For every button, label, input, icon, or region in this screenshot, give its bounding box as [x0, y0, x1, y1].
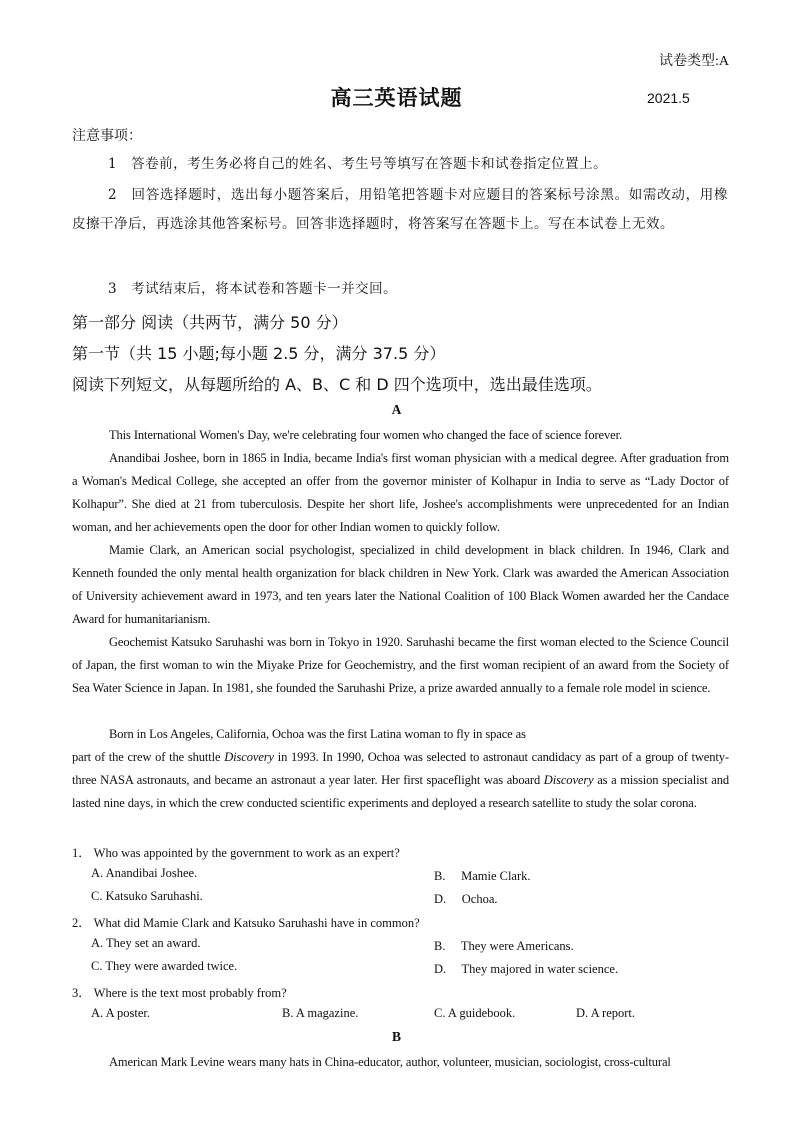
paragraph-text: American Mark Levine wears many hats in China-educator, author, volunteer, musician, sociologist, cross-cultural: [109, 1055, 671, 1069]
question-3-stem: 3． Where is the text most probably from?: [72, 986, 287, 1000]
passage-a-paragraph-4: [72, 631, 729, 700]
passage-a-paragraph-5-line-1: [72, 723, 729, 746]
shuttle-name: Discovery: [543, 773, 594, 787]
question-2-option-d: D. They majored in water science.: [434, 962, 619, 976]
notes-label: 注意事项：: [72, 128, 142, 144]
question-1-stem: 1． Who was appointed by the government to work as an expert?: [72, 846, 400, 860]
paragraph-text: Mamie Clark, an American social psychologist, specialized in child development in black children. In 1946, Clark and Kenneth founded the only mental health organization for black children in New York. Clark was awarded the American Association of University achievement award in 1973, and ten years later the National Coalition of 100 Black Women awarded her the Candace Award for humanitarianism.: [72, 543, 729, 626]
passage-b-paragraph-1: [72, 1051, 729, 1074]
question-3-option-b: B. A magazine.: [282, 1006, 359, 1020]
passage-a-label: A: [391, 402, 402, 417]
paragraph-text: as a mission specialist and lasted nine days, in which the crew conducted scientific experiments and deployed a research satellite to study the solar corona.: [72, 773, 729, 810]
section-heading: 第一节（共 15 小题;每小题 2.5 分，满分 37.5 分）: [72, 344, 446, 363]
question-3-option-a: A. A poster.: [91, 1006, 151, 1020]
part-heading: 第一部分 阅读（共两节，满分 50 分）: [72, 313, 348, 332]
exam-date: 2021.5: [647, 90, 690, 106]
question-2-option-b: B. They were Americans.: [434, 939, 574, 953]
question-1-option-b: B. Mamie Clark.: [434, 869, 531, 883]
passage-a-paragraph-5: [72, 746, 729, 815]
question-2-stem: 2． What did Mamie Clark and Katsuko Saruhashi have in common?: [72, 916, 420, 930]
passage-b-label: B: [391, 1029, 401, 1044]
passage-a-paragraph-2: [72, 447, 729, 539]
question-3-option-d: D. A report.: [576, 1006, 636, 1020]
paragraph-text: part of the crew of the shuttle: [72, 750, 225, 764]
question-2-option-c: C. They were awarded twice.: [91, 959, 238, 973]
question-1-option-d: D. Ochoa.: [434, 892, 498, 906]
instruction: 阅读下列短文，从每题所给的 A、B、C 和 D 四个选项中，选出最佳选项。: [72, 375, 602, 394]
passage-a-paragraph-3: [72, 539, 729, 631]
shuttle-name: Discovery: [224, 750, 274, 764]
paragraph-text: This International Women's Day, we're celebrating four women who changed the face of science forever.: [109, 428, 622, 442]
exam-type: 试卷类型:A: [659, 54, 729, 69]
paragraph-text: Born in Los Angeles, California, Ochoa was the first Latina woman to fly in space as: [109, 727, 526, 741]
note-item-3: 3 考试结束后，将本试卷和答题卡一并交回。: [108, 281, 398, 297]
page-title: 高三英语试题: [330, 86, 463, 110]
note-item-2: 2 回答选择题时，选出每小题答案后，用铅笔把答题卡对应题目的答案标号涂黑。如需改动，用橡皮擦干净后，再选涂其他答案标号。回答非选择题时，将答案写在答题卡上。写在本试卷上无效。: [72, 187, 728, 232]
question-1-option-a: A. Anandibai Joshee.: [91, 866, 198, 880]
paragraph-text: Anandibai Joshee, born in 1865 in India, became India's first woman physician with a medical degree. After graduation from a Woman's Medical College, she accepted an offer from the governor minister of Kolhapur in India to serve as “Lady Doctor of Kolhapur”. She died at 21 from tuberculosis. Despite her short life, Joshee's accomplishments were unprecedented for an Indian woman, and her achievements open the door for other Indian women to quickly follow.: [72, 451, 729, 534]
question-3-option-c: C. A guidebook.: [434, 1006, 516, 1020]
question-1-option-c: C. Katsuko Saruhashi.: [91, 889, 203, 903]
note-item-1: 1 答卷前，考生务必将自己的姓名、考生号等填写在答题卡和试卷指定位置上。: [108, 156, 608, 172]
passage-a-paragraph-1: [72, 424, 729, 447]
paragraph-text: in 1993. In 1990, Ochoa was selected to astronaut candidacy as part of a group of twenty-three NASA astronauts, and became an astronaut a year later. Her first spaceflight was aboard: [72, 750, 729, 787]
question-2-option-a: A. They set an award.: [91, 936, 201, 950]
paragraph-text: Geochemist Katsuko Saruhashi was born in Tokyo in 1920. Saruhashi became the first woman elected to the Science Council of Japan, the first woman to win the Miyake Prize for Geochemistry, and the first woman recipient of an award from the Society of Sea Water Science in Japan. In 1981, she founded the Saruhashi Prize, a prize awarded annually to a female role model in science.: [72, 635, 729, 695]
